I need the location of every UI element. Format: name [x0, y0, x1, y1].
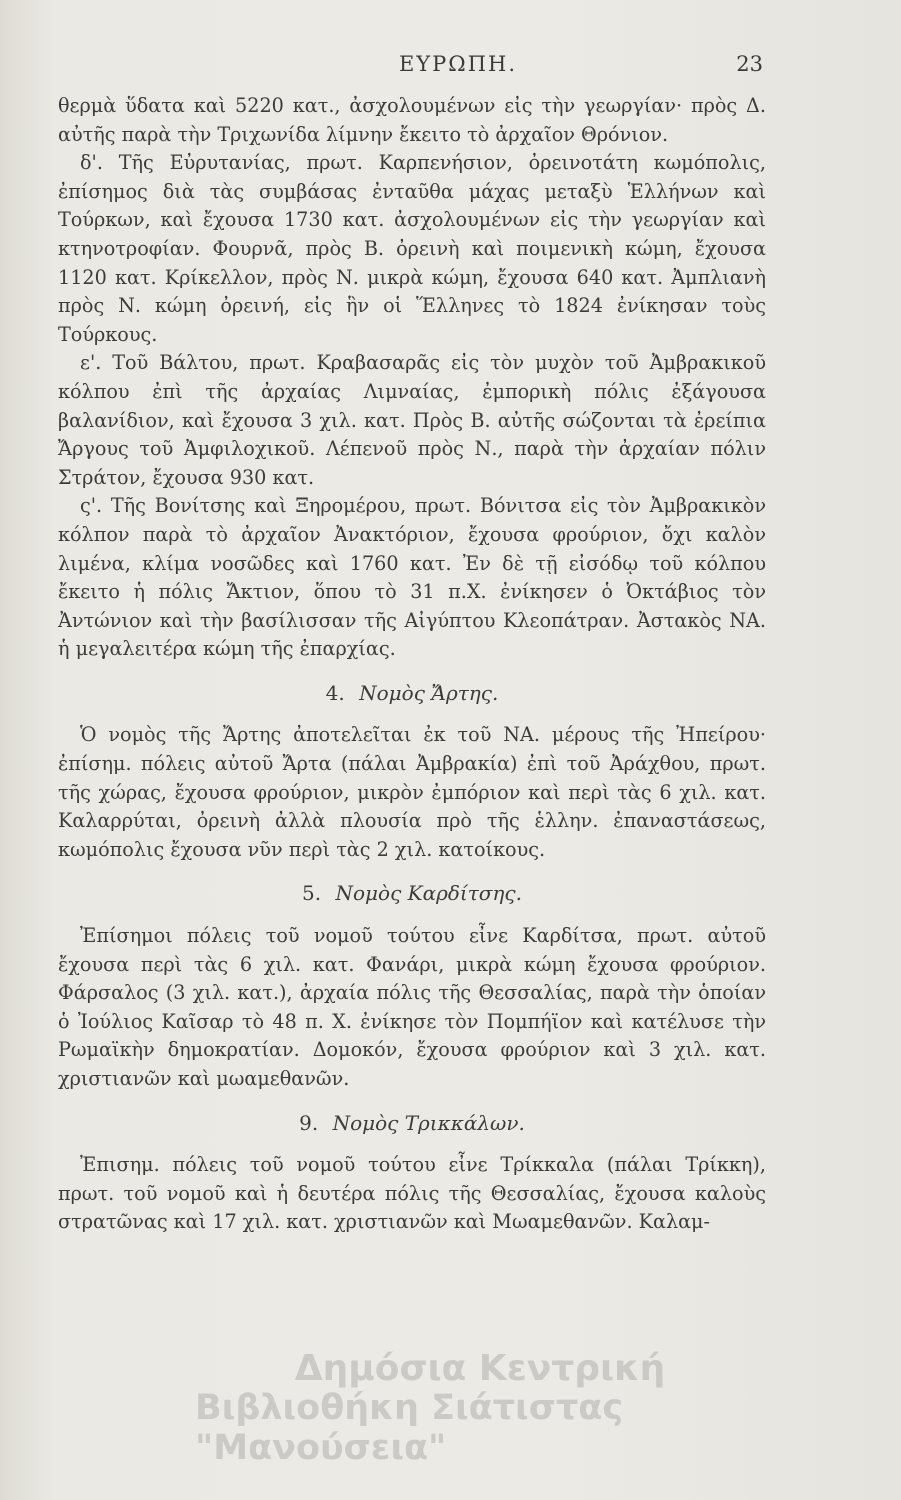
paragraph-valtos: ε'. Τοῦ Βάλτου, πρωτ. Κραβασαρᾶς εἰς τὸν μυχὸν τοῦ Ἀμβρακικοῦ κόλπου ἐπὶ τῆς ἀρχαίας Λιμναίας, ἐμπορικὴ πόλις ἐξάγουσα βαλανίδιον, καὶ ἔχουσα 3 χιλ. κατ. Πρὸς Β. αὐτῆς σώζονται τὰ ἐρείπια Ἄργους τοῦ Ἀμφιλοχικοῦ. Λέπενοῦ πρὸς Ν., παρὰ τὴν ἀρχαίαν πόλιν Στράτον, ἔχουσα 930 κατ.: [58, 351, 766, 489]
library-watermark-line1: Δημόσια Κεντρική: [294, 1348, 666, 1389]
section-heading-karditsa: [58, 879, 766, 908]
paragraph-karditsa: Ἐπίσημοι πόλεις τοῦ νομοῦ τούτου εἶνε Καρδίτσα, πρωτ. αὐτοῦ ἔχουσα περὶ τὰς 6 χιλ. κατ. Φανάρι, μικρὰ κώμη ἔχουσα φρούριον. Φάρσαλος (3 χιλ. κατ.), ἀρχαία πόλις τῆς Θεσσαλίας, παρὰ τὴν ὁποίαν ὁ Ἰούλιος Καῖσαρ τὸ 48 π. Χ. ἐνίκησε τὸν Πομπήϊον καὶ κατέλυσε τὴν Ρωμαϊκὴν δημοκρατίαν. Δομοκόν, ἔχουσα φρούριον καὶ 3 χιλ. κατ. χριστιανῶν καὶ μωαμεθανῶν.: [58, 924, 766, 1090]
section-heading-arta: [58, 679, 766, 708]
section-number: 9.: [299, 1110, 319, 1135]
section-title: Νομὸς Καρδίτσης.: [335, 881, 522, 906]
paragraph-thermal-waters: θερμὰ ὕδατα καὶ 5220 κατ., ἀσχολουμένων εἰς τὴν γεωργίαν· πρὸς Δ. αὐτῆς παρὰ τὴν Τριχωνίδα λίμνην ἔκειτο τὸ ἀρχαῖον Θρόνιον.: [58, 94, 766, 146]
section-number: 5.: [302, 881, 322, 906]
paragraph-eurytania: δ'. Τῆς Εὐρυτανίας, πρωτ. Καρπενήσιον, ὀρεινοτάτη κωμόπολις, ἐπίσημος διὰ τὰς συμβάσας ἐνταῦθα μάχας μεταξὺ Ἑλλήνων καὶ Τούρκων, καὶ ἔχουσα 1730 κατ. ἀσχολουμένων εἰς τὴν γεωργίαν καὶ κτηνοτροφίαν. Φουρνᾶ, πρὸς Β. ὀρεινὴ καὶ ποιμενικὴ κώμη, ἔχουσα 1120 κατ. Κρίκελλον, πρὸς Ν. μικρὰ κώμη, ἔχουσα 640 κατ. Ἀμπλιανὴ πρὸς Ν. κώμη ὀρεινή, εἰς ἣν οἱ Ἕλληνες τὸ 1824 ἐνίκησαν τοὺς Τούρκους.: [58, 151, 766, 346]
section-heading-trikala: [58, 1109, 766, 1138]
paragraph-vonitsa: ς'. Τῆς Βονίτσης καὶ Ξηρομέρου, πρωτ. Βόνιτσα εἰς τὸν Ἀμβρακικὸν κόλπον παρὰ τὸ ἀρχαῖον Ἀνακτόριον, ἔχουσα φρούριον, ὄχι καλὸν λιμένα, κλίμα νοσῶδες καὶ 1760 κατ. Ἐν δὲ τῇ εἰσόδῳ τοῦ κόλπου ἔκειτο ἡ πόλις Ἄκτιον, ὅπου τὸ 31 π.Χ. ἐνίκησεν ὁ Ὀκτάβιος τὸν Ἀντώνιον καὶ τὴν βασίλισσαν τῆς Αἰγύπτου Κλεοπάτραν. Ἀστακὸς ΝΑ. ἡ μεγαλειτέρα κώμη τῆς ἐπαρχίας.: [58, 494, 766, 661]
paragraph-arta: Ὁ νομὸς τῆς Ἄρτης ἀποτελεῖται ἐκ τοῦ ΝΑ. μέρους τῆς Ἠπείρου· ἐπίσημ. πόλεις αὐτοῦ Ἄρτα (πάλαι Ἀμβρακία) ἐπὶ τοῦ Ἀράχθου, πρωτ. τῆς χώρας, ἔχουσα φρούριον, μικρὸν ἐμπόριον καὶ περὶ τὰς 6 χιλ. κατ. Καλαρρύται, ὀρεινὴ ἀλλὰ πλουσία πρὸ τῆς ἑλλην. ἐπαναστάσεως, κωμόπολις ἔχουσα νῦν περὶ τὰς 2 χιλ. κατοίκους.: [58, 723, 766, 861]
running-title: ΕΥΡΩΠΗ.: [398, 52, 518, 76]
section-number: 4.: [325, 680, 345, 705]
section-title: Νομὸς Ἄρτης.: [359, 680, 499, 705]
page-header: [0, 52, 901, 82]
page-number: 23: [736, 52, 763, 76]
paragraph-trikala: Ἐπισημ. πόλεις τοῦ νομοῦ τούτου εἶνε Τρίκκαλα (πάλαι Τρίκκη), πρωτ. τοῦ νομοῦ καὶ ἡ δευτέρα πόλις τῆς Θεσσαλίας, ἔχουσα καλοὺς στρατῶνας καὶ 17 χιλ. κατ. χριστιανῶν καὶ Μωαμεθανῶν. Καλαμ-: [58, 1153, 766, 1234]
library-watermark-line2: Βιβλιοθήκη Σιάτιστας "Μανούσεια": [195, 1388, 624, 1468]
section-title: Νομὸς Τρικκάλων.: [332, 1110, 525, 1135]
body-text: [58, 92, 766, 1237]
